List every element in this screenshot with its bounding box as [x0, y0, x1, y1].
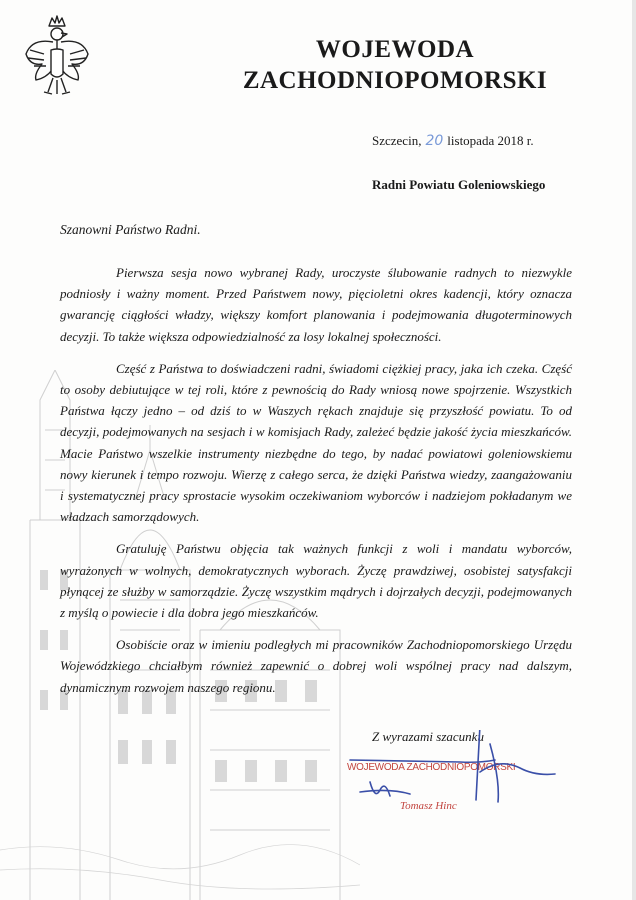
scan-edge	[632, 0, 636, 900]
dateline-city: Szczecin,	[372, 133, 422, 148]
dateline-month-year: listopada 2018 r.	[447, 133, 534, 148]
paragraph-1: Pierwsza sesja nowo wybranej Rady, uroczyste ślubowanie radnych to niezwykle podniosły i ważny moment. Przed Państwem nowy, pięcioletni okres kadencji, który oznacza gwarancję ciągłości władzy, większy komfort planowania i podejmowania długoterminowych decyzji. To także większa odpowiedzialność za losy lokalnej społeczności.	[60, 265, 572, 344]
recipient: Radni Powiatu Goleniowskiego	[372, 177, 546, 192]
closing: Z wyrazami szacunku	[372, 729, 484, 744]
white-eagle-emblem-icon	[22, 14, 92, 100]
paragraph-2: Część z Państwa to doświadczeni radni, świadomi ciężkiej pracy, jaka ich czeka. Część to osoby debiutujące w tej roli, które z pewnością do Rady wniosą nowe spojrzenie. Wszystkich Państwa łączy jedno – od dziś to w Waszych rękach znajduje się przyszłość powiatu. To od decyzji, podejmowanych na sesjach i w komisjach Rady, zależeć będzie jakość życia mieszkańców. Macie Państwo wszelkie instrumenty niezbędne do tego, by nadać powiatowi goleniowskiemu nowy kierunek i tempo rozwoju. Wierzę z całego serca, że dzięki Państwa wiedzy, zaangażowaniu i systematycznej pracy sprostacie wysokim oczekiwaniom wyborców i nadziejom pokładanym we władzach samorządowych.	[60, 360, 572, 525]
signature-icon	[330, 730, 570, 810]
title-line-2: ZACHODNIOPOMORSKI	[242, 67, 548, 94]
title-line-1: WOJEWODA	[315, 36, 475, 63]
dateline	[372, 133, 534, 149]
paragraph-3: Gratuluję Państwu objęcia tak ważnych funkcji z woli i mandatu wyborców, wyrażonych w wolnych, demokratycznych wyborach. Życzę prawdziwej, osobistej satysfakcji płynącej ze służby w samorządzie. Życzę wszystkim mądrych i dojrzałych decyzji, podejmowanych z myślą o powiecie i dla dobra jego mieszkańców.	[60, 541, 572, 621]
letter-body	[60, 262, 572, 709]
dateline-day: 20	[425, 133, 444, 149]
paragraph-4: Osobiście oraz w imieniu podległych mi pracowników Zachodniopomorskiego Urzędu Wojewódzkiego chciałbym również zapewnić o dobrej woli wspólnej pracy nad dalszym, dynamicznym rozwojem naszego regionu.	[60, 637, 572, 695]
stamp-signatory-name: Tomasz Hinc	[400, 800, 457, 812]
salutation: Szanowni Państwo Radni.	[60, 222, 201, 237]
page-title	[230, 34, 560, 96]
stamp-office: WOJEWODA ZACHODNIOPOMORSKI	[347, 762, 516, 773]
